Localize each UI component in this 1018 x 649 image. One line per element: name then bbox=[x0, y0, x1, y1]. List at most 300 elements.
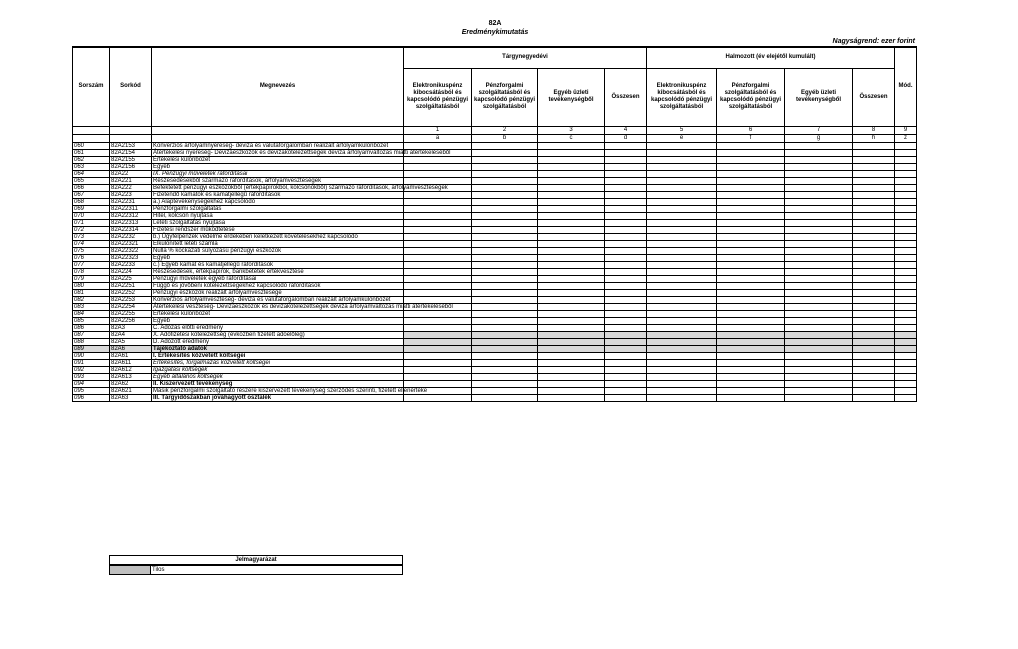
value-cell[interactable] bbox=[647, 282, 717, 289]
value-cell[interactable] bbox=[472, 317, 538, 324]
value-cell[interactable] bbox=[785, 261, 853, 268]
value-cell[interactable] bbox=[853, 247, 895, 254]
value-cell[interactable] bbox=[717, 191, 785, 198]
value-cell[interactable] bbox=[647, 233, 717, 240]
mod-cell[interactable] bbox=[895, 317, 917, 324]
value-cell[interactable] bbox=[717, 261, 785, 268]
mod-cell[interactable] bbox=[895, 219, 917, 226]
value-cell[interactable] bbox=[404, 366, 472, 373]
mod-cell[interactable] bbox=[895, 387, 917, 394]
value-cell[interactable] bbox=[404, 198, 472, 205]
value-cell[interactable] bbox=[647, 149, 717, 156]
value-cell[interactable] bbox=[717, 184, 785, 191]
value-cell[interactable] bbox=[647, 247, 717, 254]
mod-cell[interactable] bbox=[895, 282, 917, 289]
value-cell[interactable] bbox=[853, 275, 895, 282]
value-cell[interactable] bbox=[538, 205, 605, 212]
value-cell[interactable] bbox=[647, 198, 717, 205]
mod-cell[interactable] bbox=[895, 233, 917, 240]
value-cell[interactable] bbox=[404, 156, 472, 163]
value-cell[interactable] bbox=[785, 296, 853, 303]
value-cell[interactable] bbox=[538, 387, 605, 394]
value-cell[interactable] bbox=[538, 282, 605, 289]
value-cell[interactable] bbox=[853, 240, 895, 247]
value-cell[interactable] bbox=[647, 275, 717, 282]
value-cell[interactable] bbox=[717, 303, 785, 310]
value-cell[interactable] bbox=[717, 268, 785, 275]
value-cell[interactable] bbox=[472, 373, 538, 380]
value-cell[interactable] bbox=[717, 352, 785, 359]
value-cell[interactable] bbox=[472, 240, 538, 247]
value-cell[interactable] bbox=[472, 177, 538, 184]
value-cell[interactable] bbox=[472, 359, 538, 366]
value-cell[interactable] bbox=[853, 163, 895, 170]
mod-cell[interactable] bbox=[895, 254, 917, 261]
value-cell[interactable] bbox=[538, 226, 605, 233]
value-cell[interactable] bbox=[785, 380, 853, 387]
value-cell[interactable] bbox=[538, 198, 605, 205]
value-cell[interactable] bbox=[853, 170, 895, 177]
value-cell[interactable] bbox=[538, 380, 605, 387]
value-cell[interactable] bbox=[785, 233, 853, 240]
mod-cell[interactable] bbox=[895, 310, 917, 317]
value-cell[interactable] bbox=[605, 275, 647, 282]
value-cell[interactable] bbox=[404, 310, 472, 317]
value-cell[interactable] bbox=[605, 310, 647, 317]
value-cell[interactable] bbox=[472, 254, 538, 261]
value-cell[interactable] bbox=[404, 226, 472, 233]
value-cell[interactable] bbox=[404, 289, 472, 296]
value-cell[interactable] bbox=[404, 240, 472, 247]
value-cell[interactable] bbox=[853, 261, 895, 268]
value-cell[interactable] bbox=[605, 268, 647, 275]
mod-cell[interactable] bbox=[895, 177, 917, 184]
value-cell[interactable] bbox=[605, 317, 647, 324]
value-cell[interactable] bbox=[605, 198, 647, 205]
value-cell[interactable] bbox=[472, 219, 538, 226]
value-cell[interactable] bbox=[647, 163, 717, 170]
value-cell[interactable] bbox=[538, 268, 605, 275]
value-cell[interactable] bbox=[853, 177, 895, 184]
mod-cell[interactable] bbox=[895, 184, 917, 191]
value-cell[interactable] bbox=[404, 170, 472, 177]
value-cell[interactable] bbox=[785, 149, 853, 156]
value-cell[interactable] bbox=[472, 261, 538, 268]
value-cell[interactable] bbox=[785, 226, 853, 233]
value-cell[interactable] bbox=[717, 373, 785, 380]
value-cell[interactable] bbox=[785, 191, 853, 198]
value-cell[interactable] bbox=[785, 254, 853, 261]
value-cell[interactable] bbox=[647, 184, 717, 191]
mod-cell[interactable] bbox=[895, 366, 917, 373]
value-cell[interactable] bbox=[853, 324, 895, 331]
value-cell[interactable] bbox=[647, 310, 717, 317]
value-cell[interactable] bbox=[647, 261, 717, 268]
value-cell[interactable] bbox=[538, 219, 605, 226]
value-cell[interactable] bbox=[853, 380, 895, 387]
value-cell[interactable] bbox=[785, 212, 853, 219]
value-cell[interactable] bbox=[853, 310, 895, 317]
value-cell[interactable] bbox=[853, 226, 895, 233]
value-cell[interactable] bbox=[853, 254, 895, 261]
value-cell[interactable] bbox=[605, 373, 647, 380]
value-cell[interactable] bbox=[717, 289, 785, 296]
value-cell[interactable] bbox=[404, 296, 472, 303]
value-cell[interactable] bbox=[605, 282, 647, 289]
value-cell[interactable] bbox=[785, 205, 853, 212]
value-cell[interactable] bbox=[785, 240, 853, 247]
mod-cell[interactable] bbox=[895, 226, 917, 233]
value-cell[interactable] bbox=[647, 289, 717, 296]
value-cell[interactable] bbox=[472, 163, 538, 170]
value-cell[interactable] bbox=[717, 205, 785, 212]
value-cell[interactable] bbox=[785, 366, 853, 373]
value-cell[interactable] bbox=[605, 261, 647, 268]
value-cell[interactable] bbox=[647, 373, 717, 380]
value-cell[interactable] bbox=[472, 352, 538, 359]
value-cell[interactable] bbox=[717, 380, 785, 387]
value-cell[interactable] bbox=[538, 303, 605, 310]
value-cell[interactable] bbox=[785, 317, 853, 324]
value-cell[interactable] bbox=[717, 394, 785, 401]
value-cell[interactable] bbox=[538, 324, 605, 331]
value-cell[interactable] bbox=[472, 324, 538, 331]
value-cell[interactable] bbox=[605, 352, 647, 359]
value-cell[interactable] bbox=[404, 212, 472, 219]
value-cell[interactable] bbox=[472, 226, 538, 233]
value-cell[interactable] bbox=[647, 366, 717, 373]
value-cell[interactable] bbox=[472, 205, 538, 212]
value-cell[interactable] bbox=[853, 359, 895, 366]
value-cell[interactable] bbox=[605, 170, 647, 177]
value-cell[interactable] bbox=[717, 163, 785, 170]
value-cell[interactable] bbox=[853, 233, 895, 240]
value-cell[interactable] bbox=[785, 184, 853, 191]
value-cell[interactable] bbox=[404, 205, 472, 212]
value-cell[interactable] bbox=[404, 142, 472, 149]
value-cell[interactable] bbox=[785, 177, 853, 184]
value-cell[interactable] bbox=[538, 184, 605, 191]
value-cell[interactable] bbox=[404, 247, 472, 254]
mod-cell[interactable] bbox=[895, 289, 917, 296]
value-cell[interactable] bbox=[853, 142, 895, 149]
value-cell[interactable] bbox=[785, 198, 853, 205]
value-cell[interactable] bbox=[647, 205, 717, 212]
value-cell[interactable] bbox=[717, 233, 785, 240]
value-cell[interactable] bbox=[853, 184, 895, 191]
value-cell[interactable] bbox=[404, 177, 472, 184]
mod-cell[interactable] bbox=[895, 240, 917, 247]
value-cell[interactable] bbox=[538, 394, 605, 401]
mod-cell[interactable] bbox=[895, 359, 917, 366]
value-cell[interactable] bbox=[785, 352, 853, 359]
value-cell[interactable] bbox=[717, 156, 785, 163]
value-cell[interactable] bbox=[404, 380, 472, 387]
value-cell[interactable] bbox=[853, 366, 895, 373]
value-cell[interactable] bbox=[717, 254, 785, 261]
value-cell[interactable] bbox=[605, 205, 647, 212]
value-cell[interactable] bbox=[538, 310, 605, 317]
value-cell[interactable] bbox=[472, 268, 538, 275]
value-cell[interactable] bbox=[647, 296, 717, 303]
value-cell[interactable] bbox=[404, 191, 472, 198]
value-cell[interactable] bbox=[472, 366, 538, 373]
value-cell[interactable] bbox=[647, 170, 717, 177]
value-cell[interactable] bbox=[605, 163, 647, 170]
value-cell[interactable] bbox=[853, 191, 895, 198]
value-cell[interactable] bbox=[717, 149, 785, 156]
mod-cell[interactable] bbox=[895, 212, 917, 219]
value-cell[interactable] bbox=[717, 317, 785, 324]
mod-cell[interactable] bbox=[895, 247, 917, 254]
value-cell[interactable] bbox=[472, 247, 538, 254]
value-cell[interactable] bbox=[472, 275, 538, 282]
value-cell[interactable] bbox=[647, 387, 717, 394]
value-cell[interactable] bbox=[717, 310, 785, 317]
value-cell[interactable] bbox=[785, 373, 853, 380]
value-cell[interactable] bbox=[853, 296, 895, 303]
value-cell[interactable] bbox=[647, 317, 717, 324]
value-cell[interactable] bbox=[404, 394, 472, 401]
mod-cell[interactable] bbox=[895, 303, 917, 310]
mod-cell[interactable] bbox=[895, 373, 917, 380]
value-cell[interactable] bbox=[538, 275, 605, 282]
value-cell[interactable] bbox=[647, 303, 717, 310]
value-cell[interactable] bbox=[404, 219, 472, 226]
value-cell[interactable] bbox=[605, 142, 647, 149]
mod-cell[interactable] bbox=[895, 170, 917, 177]
value-cell[interactable] bbox=[538, 233, 605, 240]
value-cell[interactable] bbox=[853, 394, 895, 401]
value-cell[interactable] bbox=[717, 240, 785, 247]
value-cell[interactable] bbox=[472, 296, 538, 303]
value-cell[interactable] bbox=[853, 352, 895, 359]
value-cell[interactable] bbox=[472, 184, 538, 191]
value-cell[interactable] bbox=[647, 352, 717, 359]
value-cell[interactable] bbox=[538, 142, 605, 149]
value-cell[interactable] bbox=[605, 156, 647, 163]
value-cell[interactable] bbox=[472, 387, 538, 394]
mod-cell[interactable] bbox=[895, 352, 917, 359]
value-cell[interactable] bbox=[717, 324, 785, 331]
value-cell[interactable] bbox=[853, 156, 895, 163]
value-cell[interactable] bbox=[404, 268, 472, 275]
value-cell[interactable] bbox=[647, 380, 717, 387]
value-cell[interactable] bbox=[785, 156, 853, 163]
value-cell[interactable] bbox=[647, 324, 717, 331]
value-cell[interactable] bbox=[785, 289, 853, 296]
value-cell[interactable] bbox=[785, 303, 853, 310]
value-cell[interactable] bbox=[472, 282, 538, 289]
mod-cell[interactable] bbox=[895, 394, 917, 401]
value-cell[interactable] bbox=[538, 261, 605, 268]
value-cell[interactable] bbox=[717, 282, 785, 289]
value-cell[interactable] bbox=[717, 177, 785, 184]
value-cell[interactable] bbox=[785, 219, 853, 226]
value-cell[interactable] bbox=[404, 324, 472, 331]
value-cell[interactable] bbox=[647, 156, 717, 163]
value-cell[interactable] bbox=[538, 254, 605, 261]
mod-cell[interactable] bbox=[895, 198, 917, 205]
value-cell[interactable] bbox=[538, 247, 605, 254]
value-cell[interactable] bbox=[472, 198, 538, 205]
mod-cell[interactable] bbox=[895, 191, 917, 198]
value-cell[interactable] bbox=[538, 289, 605, 296]
value-cell[interactable] bbox=[605, 149, 647, 156]
value-cell[interactable] bbox=[404, 261, 472, 268]
value-cell[interactable] bbox=[605, 359, 647, 366]
value-cell[interactable] bbox=[472, 212, 538, 219]
mod-cell[interactable] bbox=[895, 380, 917, 387]
value-cell[interactable] bbox=[538, 240, 605, 247]
value-cell[interactable] bbox=[717, 212, 785, 219]
value-cell[interactable] bbox=[717, 219, 785, 226]
value-cell[interactable] bbox=[404, 254, 472, 261]
value-cell[interactable] bbox=[605, 240, 647, 247]
value-cell[interactable] bbox=[472, 156, 538, 163]
value-cell[interactable] bbox=[538, 170, 605, 177]
value-cell[interactable] bbox=[853, 317, 895, 324]
value-cell[interactable] bbox=[404, 163, 472, 170]
value-cell[interactable] bbox=[404, 352, 472, 359]
value-cell[interactable] bbox=[647, 268, 717, 275]
value-cell[interactable] bbox=[605, 219, 647, 226]
value-cell[interactable] bbox=[605, 303, 647, 310]
value-cell[interactable] bbox=[605, 177, 647, 184]
value-cell[interactable] bbox=[538, 212, 605, 219]
value-cell[interactable] bbox=[647, 394, 717, 401]
value-cell[interactable] bbox=[605, 394, 647, 401]
value-cell[interactable] bbox=[472, 303, 538, 310]
value-cell[interactable] bbox=[785, 394, 853, 401]
value-cell[interactable] bbox=[647, 219, 717, 226]
value-cell[interactable] bbox=[538, 156, 605, 163]
value-cell[interactable] bbox=[785, 170, 853, 177]
value-cell[interactable] bbox=[717, 198, 785, 205]
value-cell[interactable] bbox=[538, 191, 605, 198]
value-cell[interactable] bbox=[404, 233, 472, 240]
value-cell[interactable] bbox=[853, 303, 895, 310]
mod-cell[interactable] bbox=[895, 142, 917, 149]
value-cell[interactable] bbox=[717, 296, 785, 303]
value-cell[interactable] bbox=[717, 359, 785, 366]
value-cell[interactable] bbox=[472, 142, 538, 149]
value-cell[interactable] bbox=[785, 324, 853, 331]
mod-cell[interactable] bbox=[895, 163, 917, 170]
mod-cell[interactable] bbox=[895, 275, 917, 282]
value-cell[interactable] bbox=[647, 359, 717, 366]
value-cell[interactable] bbox=[538, 177, 605, 184]
value-cell[interactable] bbox=[404, 359, 472, 366]
value-cell[interactable] bbox=[472, 233, 538, 240]
value-cell[interactable] bbox=[538, 163, 605, 170]
value-cell[interactable] bbox=[785, 247, 853, 254]
value-cell[interactable] bbox=[853, 205, 895, 212]
value-cell[interactable] bbox=[785, 282, 853, 289]
value-cell[interactable] bbox=[605, 324, 647, 331]
value-cell[interactable] bbox=[853, 282, 895, 289]
value-cell[interactable] bbox=[785, 310, 853, 317]
value-cell[interactable] bbox=[647, 177, 717, 184]
value-cell[interactable] bbox=[717, 142, 785, 149]
value-cell[interactable] bbox=[647, 240, 717, 247]
value-cell[interactable] bbox=[647, 226, 717, 233]
value-cell[interactable] bbox=[853, 289, 895, 296]
value-cell[interactable] bbox=[472, 310, 538, 317]
value-cell[interactable] bbox=[605, 226, 647, 233]
value-cell[interactable] bbox=[605, 296, 647, 303]
value-cell[interactable] bbox=[853, 212, 895, 219]
value-cell[interactable] bbox=[605, 247, 647, 254]
value-cell[interactable] bbox=[647, 142, 717, 149]
value-cell[interactable] bbox=[605, 233, 647, 240]
value-cell[interactable] bbox=[853, 373, 895, 380]
value-cell[interactable] bbox=[538, 296, 605, 303]
value-cell[interactable] bbox=[605, 184, 647, 191]
value-cell[interactable] bbox=[605, 380, 647, 387]
value-cell[interactable] bbox=[785, 275, 853, 282]
mod-cell[interactable] bbox=[895, 205, 917, 212]
value-cell[interactable] bbox=[717, 247, 785, 254]
value-cell[interactable] bbox=[538, 149, 605, 156]
value-cell[interactable] bbox=[472, 394, 538, 401]
value-cell[interactable] bbox=[853, 268, 895, 275]
value-cell[interactable] bbox=[472, 289, 538, 296]
value-cell[interactable] bbox=[647, 191, 717, 198]
value-cell[interactable] bbox=[538, 373, 605, 380]
value-cell[interactable] bbox=[785, 359, 853, 366]
value-cell[interactable] bbox=[538, 359, 605, 366]
value-cell[interactable] bbox=[717, 275, 785, 282]
value-cell[interactable] bbox=[472, 149, 538, 156]
value-cell[interactable] bbox=[538, 352, 605, 359]
value-cell[interactable] bbox=[472, 191, 538, 198]
value-cell[interactable] bbox=[404, 282, 472, 289]
value-cell[interactable] bbox=[647, 254, 717, 261]
value-cell[interactable] bbox=[717, 170, 785, 177]
value-cell[interactable] bbox=[717, 226, 785, 233]
value-cell[interactable] bbox=[785, 268, 853, 275]
mod-cell[interactable] bbox=[895, 268, 917, 275]
value-cell[interactable] bbox=[605, 191, 647, 198]
value-cell[interactable] bbox=[404, 373, 472, 380]
value-cell[interactable] bbox=[605, 212, 647, 219]
value-cell[interactable] bbox=[853, 387, 895, 394]
value-cell[interactable] bbox=[717, 366, 785, 373]
value-cell[interactable] bbox=[605, 366, 647, 373]
value-cell[interactable] bbox=[605, 387, 647, 394]
mod-cell[interactable] bbox=[895, 261, 917, 268]
value-cell[interactable] bbox=[853, 198, 895, 205]
value-cell[interactable] bbox=[853, 219, 895, 226]
value-cell[interactable] bbox=[605, 254, 647, 261]
value-cell[interactable] bbox=[404, 275, 472, 282]
value-cell[interactable] bbox=[647, 212, 717, 219]
mod-cell[interactable] bbox=[895, 149, 917, 156]
value-cell[interactable] bbox=[605, 289, 647, 296]
value-cell[interactable] bbox=[472, 380, 538, 387]
value-cell[interactable] bbox=[717, 387, 785, 394]
value-cell[interactable] bbox=[538, 366, 605, 373]
mod-cell[interactable] bbox=[895, 156, 917, 163]
mod-cell[interactable] bbox=[895, 324, 917, 331]
mod-cell[interactable] bbox=[895, 296, 917, 303]
value-cell[interactable] bbox=[785, 163, 853, 170]
value-cell[interactable] bbox=[404, 317, 472, 324]
value-cell[interactable] bbox=[853, 149, 895, 156]
value-cell[interactable] bbox=[785, 142, 853, 149]
value-cell[interactable] bbox=[538, 317, 605, 324]
